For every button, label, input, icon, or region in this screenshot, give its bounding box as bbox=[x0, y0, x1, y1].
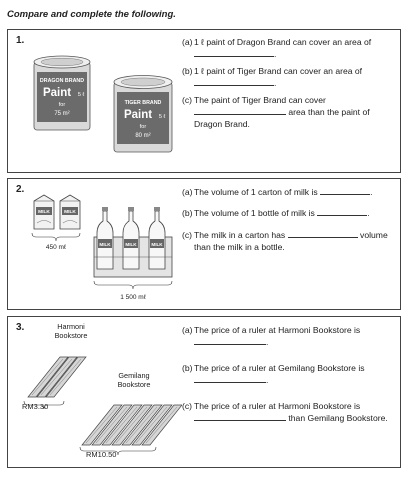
question-label: (a) bbox=[182, 37, 193, 47]
bottle-label: MILK bbox=[151, 242, 163, 247]
milk-bottle bbox=[123, 207, 139, 269]
milk-bottle bbox=[97, 207, 113, 269]
answer-blank[interactable] bbox=[317, 207, 370, 219]
gemilang-rulers bbox=[82, 405, 182, 445]
question-label: (b) bbox=[182, 65, 193, 76]
question-text: 1 ℓ paint of Dragon Brand can cover an area of bbox=[194, 37, 372, 47]
dragon-paint-tin bbox=[34, 56, 90, 130]
dragon-product-label: Paint bbox=[42, 87, 72, 99]
question-text: The price of a ruler at Gemilang Bookstore is bbox=[194, 362, 365, 373]
question-text: The volume of 1 bottle of milk is bbox=[194, 208, 315, 219]
price-b-label: RM10.50 bbox=[86, 450, 117, 459]
tiger-paint-tin bbox=[114, 76, 172, 153]
question-2c bbox=[182, 229, 394, 254]
section-number: 2. bbox=[16, 184, 25, 195]
question-suffix: . bbox=[274, 78, 277, 89]
harmoni-rulers bbox=[28, 357, 86, 397]
milk-carton bbox=[34, 195, 54, 229]
question-1c bbox=[182, 94, 394, 131]
dragon-area-label: 75 m² bbox=[54, 111, 70, 117]
section-number: 3. bbox=[16, 322, 25, 333]
section-1-questions bbox=[182, 36, 394, 135]
bottle-label: MILK bbox=[125, 242, 137, 247]
question-suffix: . bbox=[266, 337, 269, 348]
dragon-for-label: for bbox=[58, 102, 66, 108]
section-2 bbox=[7, 178, 401, 310]
carton-label: MILK bbox=[38, 210, 50, 215]
answer-blank[interactable] bbox=[194, 106, 286, 115]
question-text: 1 ℓ paint of Tiger Brand can cover an area of bbox=[194, 65, 363, 76]
answer-blank[interactable] bbox=[194, 48, 277, 60]
question-suffix: . bbox=[266, 375, 269, 386]
question-text: The price of a ruler at Harmoni Bookstore is bbox=[194, 400, 361, 411]
question-label: (a) bbox=[182, 187, 193, 197]
question-2a bbox=[182, 186, 394, 198]
answer-blank[interactable] bbox=[194, 77, 277, 89]
section-3 bbox=[7, 316, 401, 468]
section-2-questions bbox=[182, 186, 394, 258]
question-1b bbox=[182, 65, 394, 90]
question-3b bbox=[182, 362, 394, 387]
bottle-total-label: 1 500 mℓ bbox=[120, 294, 146, 301]
tiger-area-label: 80 m² bbox=[135, 133, 151, 139]
question-suffix: . bbox=[367, 208, 370, 219]
question-suffix: . bbox=[370, 187, 373, 197]
question-text: volume than the milk in a bottle. bbox=[194, 229, 388, 253]
carton-total-label: 450 mℓ bbox=[45, 244, 67, 251]
question-label: (c) bbox=[182, 94, 193, 105]
rulers-illustration bbox=[10, 317, 182, 465]
question-text: area than the paint of Dragon Brand. bbox=[194, 107, 370, 130]
question-label: (b) bbox=[182, 208, 193, 219]
paint-tins-illustration bbox=[10, 34, 180, 168]
milk-illustration bbox=[10, 183, 182, 307]
answer-blank[interactable] bbox=[320, 186, 373, 197]
question-text: The milk in a carton has bbox=[194, 229, 286, 240]
question-3c bbox=[182, 400, 394, 425]
milk-carton bbox=[60, 195, 80, 229]
question-3a bbox=[182, 324, 394, 349]
question-text: The paint of Tiger Brand can cover bbox=[194, 94, 326, 105]
section-1 bbox=[7, 29, 401, 173]
dragon-brand-label: DRAGON BRAND bbox=[39, 78, 85, 84]
question-text: than Gemilang Bookstore. bbox=[288, 413, 388, 424]
tiger-size-label: 5 ℓ bbox=[158, 114, 166, 120]
question-label: (c) bbox=[182, 229, 193, 240]
tiger-product-label: Paint bbox=[123, 109, 153, 121]
answer-blank[interactable] bbox=[194, 336, 269, 348]
dragon-size-label: 5 ℓ bbox=[77, 92, 85, 98]
question-text: The price of a ruler at Harmoni Bookstore is bbox=[194, 325, 361, 335]
milk-bottle bbox=[149, 207, 165, 269]
shop-b-name: Gemilang Bookstore bbox=[117, 371, 151, 389]
bottle-label: MILK bbox=[99, 242, 111, 247]
answer-blank[interactable] bbox=[194, 412, 286, 421]
question-suffix: . bbox=[274, 49, 277, 60]
answer-blank[interactable] bbox=[288, 229, 358, 238]
tiger-for-label: for bbox=[139, 124, 147, 130]
price-a-label: RM3.30 bbox=[22, 402, 49, 411]
question-label: (b) bbox=[182, 362, 193, 373]
section-3-questions bbox=[182, 324, 394, 428]
question-2b bbox=[182, 207, 394, 219]
question-1a bbox=[182, 36, 394, 61]
tiger-brand-label: TIGER BRAND bbox=[124, 100, 162, 106]
question-label: (c) bbox=[182, 400, 193, 411]
shop-a-name: Harmoni Bookstore bbox=[54, 322, 88, 340]
instruction-heading: Compare and complete the following. bbox=[7, 9, 176, 20]
question-text: The volume of 1 carton of milk is bbox=[194, 187, 318, 197]
answer-blank[interactable] bbox=[194, 374, 269, 386]
question-label: (a) bbox=[182, 325, 193, 335]
carton-label: MILK bbox=[64, 210, 76, 215]
section-number: 1. bbox=[16, 35, 25, 46]
